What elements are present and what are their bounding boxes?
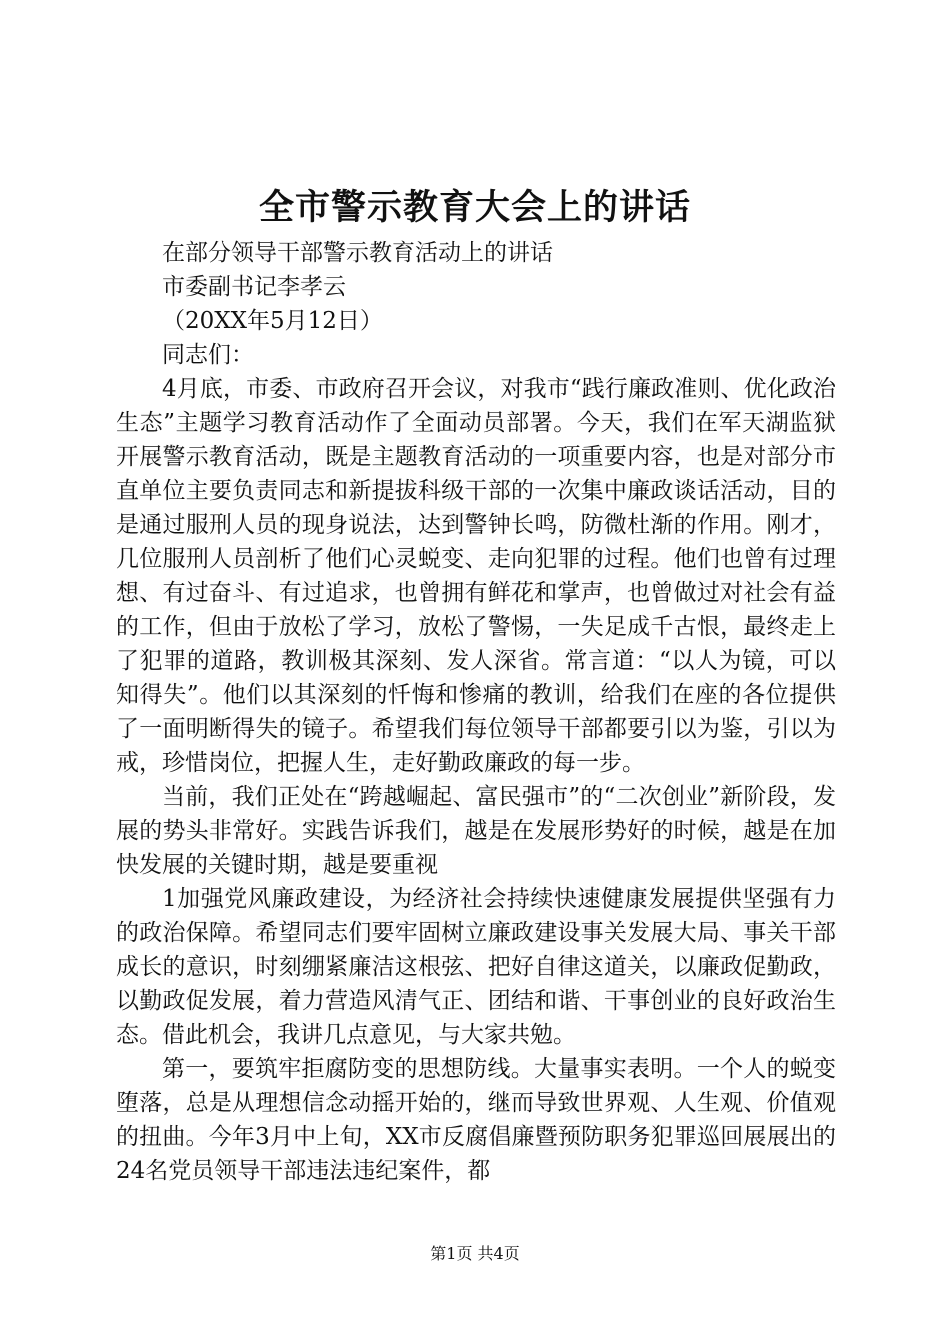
speech-subtitle: 在部分领导干部警示教育活动上的讲话 [162,240,553,266]
document-title: 全市警示教育大会上的讲话 [258,187,691,228]
speech-date: （20XX年5月12日） [162,308,383,334]
body-paragraph: 当前，我们正处在“跨越崛起、富民强市”的“二次创业”新阶段，发展的势头非常好。实践告诉我们，越是在发展形势好的时候，越是在加快发展的关键时期，越是要重视 [116,784,836,878]
body-paragraph: 1加强党风廉政建设，为经济社会持续快速健康发展提供坚强有力的政治保障。希望同志们要牢固树立廉政建设事关发展大局、事关干部成长的意识，时刻绷紧廉洁这根弦、把好自律这道关，以廉政促勤政，以勤政促发展，着力营造风清气正、团结和谐、干事创业的良好政治生态。借此机会，我讲几点意见，与大家共勉。 [116,886,836,1048]
speaker-line: 市委副书记李孝云 [162,274,346,300]
body-paragraph: 4月底，市委、市政府召开会议，对我市“践行廉政准则、优化政治生态”主题学习教育活动作了全面动员部署。今天，我们在军天湖监狱开展警示教育活动，既是主题教育活动的一项重要内容，也是对部分市直单位主要负责同志和新提拔科级干部的一次集中廉政谈话活动，目的是通过服刑人员的现身说法，达到警钟长鸣，防微杜渐的作用。刚才，几位服刑人员剖析了他们心灵蜕变、走向犯罪的过程。他们也曾有过理想、有过奋斗、有过追求，也曾拥有鲜花和掌声，也曾做过对社会有益的工作，但由于放松了学习，放松了警惕，一失足成千古恨，最终走上了犯罪的道路，教训极其深刻、发人深省。常言道：“以人为镜，可以知得失”。他们以其深刻的忏悔和惨痛的教训，给我们在座的各位提供了一面明断得失的镜子。希望我们每位领导干部都要引以为鉴，引以为戒，珍惜岗位，把握人生，走好勤政廉政的每一步。 [116,376,836,776]
salutation: 同志们： [162,342,254,368]
document-body [116,236,836,1188]
body-paragraph: 第一，要筑牢拒腐防变的思想防线。大量事实表明。一个人的蜕变堕落，总是从理想信念动摇开始的，继而导致世界观、人生观、价值观的扭曲。今年3月中上旬，XX市反腐倡廉暨预防职务犯罪巡回展展出的24名党员领导干部违法违纪案件，都 [116,1056,836,1184]
page-number-footer: 第1页 共4页 [430,1244,520,1263]
